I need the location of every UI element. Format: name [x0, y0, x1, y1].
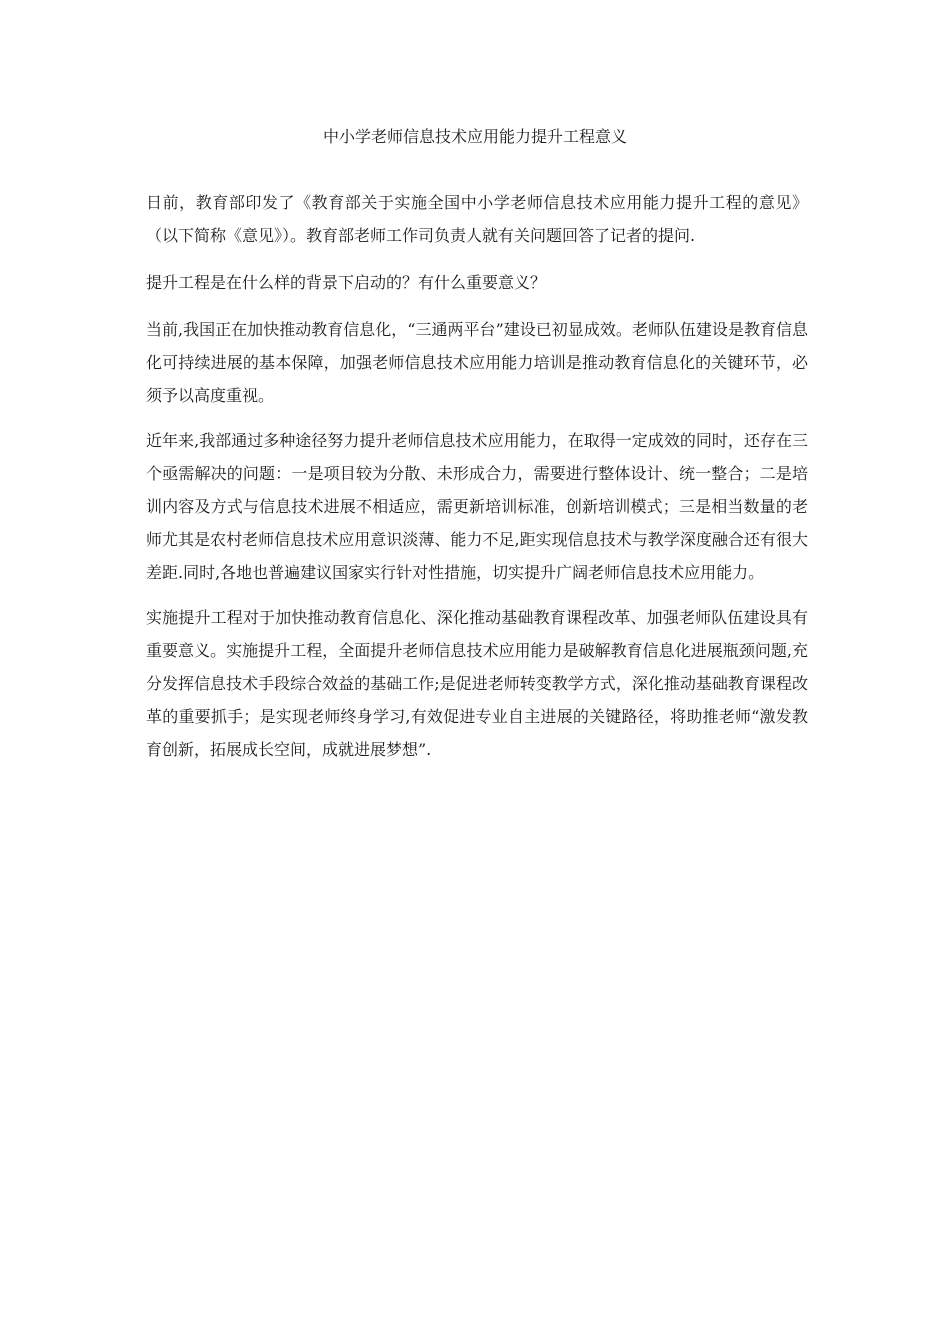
paragraph-problems: 近年来,我部通过多种途径努力提升老师信息技术应用能力，在取得一定成效的同时，还存在三个亟需解决的问题：一是项目较为分散、未形成合力，需要进行整体设计、统一整合；二是培训内容及方式与信息技术进展不相适应，需更新培训标准，创新培训模式；三是相当数量的老师尤其是农村老师信息技术应用意识淡薄、能力不足,距实现信息技术与教学深度融合还有很大差距.同时,各地也普遍建议国家实行针对性措施，切实提升广阔老师信息技术应用能力。: [146, 431, 808, 582]
paragraph-background: 当前,我国正在加快推动教育信息化，“三通两平台”建设已初显成效。老师队伍建设是教育信息化可持续进展的基本保障，加强老师信息技术应用能力培训是推动教育信息化的关键环节，必须予以高度重视。: [146, 320, 808, 405]
document-title: 中小学老师信息技术应用能力提升工程意义: [322, 127, 627, 146]
document-body: [146, 186, 808, 784]
paragraph-question: 提升工程是在什么样的背景下启动的？有什么重要意义？: [146, 273, 547, 292]
paragraph-significance: 实施提升工程对于加快推动教育信息化、深化推动基础教育课程改革、加强老师队伍建设具有重要意义。实施提升工程，全面提升老师信息技术应用能力是破解教育信息化进展瓶颈问题,充分发挥信息技术手段综合效益的基础工作;是促进老师转变教学方式，深化推动基础教育课程改革的重要抓手；是实现老师终身学习,有效促进专业自主进展的关键路径，将助推老师“激发教育创新，拓展成长空间，成就进展梦想”.: [146, 608, 808, 759]
paragraph-intro: 日前，教育部印发了《教育部关于实施全国中小学老师信息技术应用能力提升工程的意见》（以下简称《意见》）。教育部老师工作司负责人就有关问题回答了记者的提问.: [146, 193, 808, 245]
